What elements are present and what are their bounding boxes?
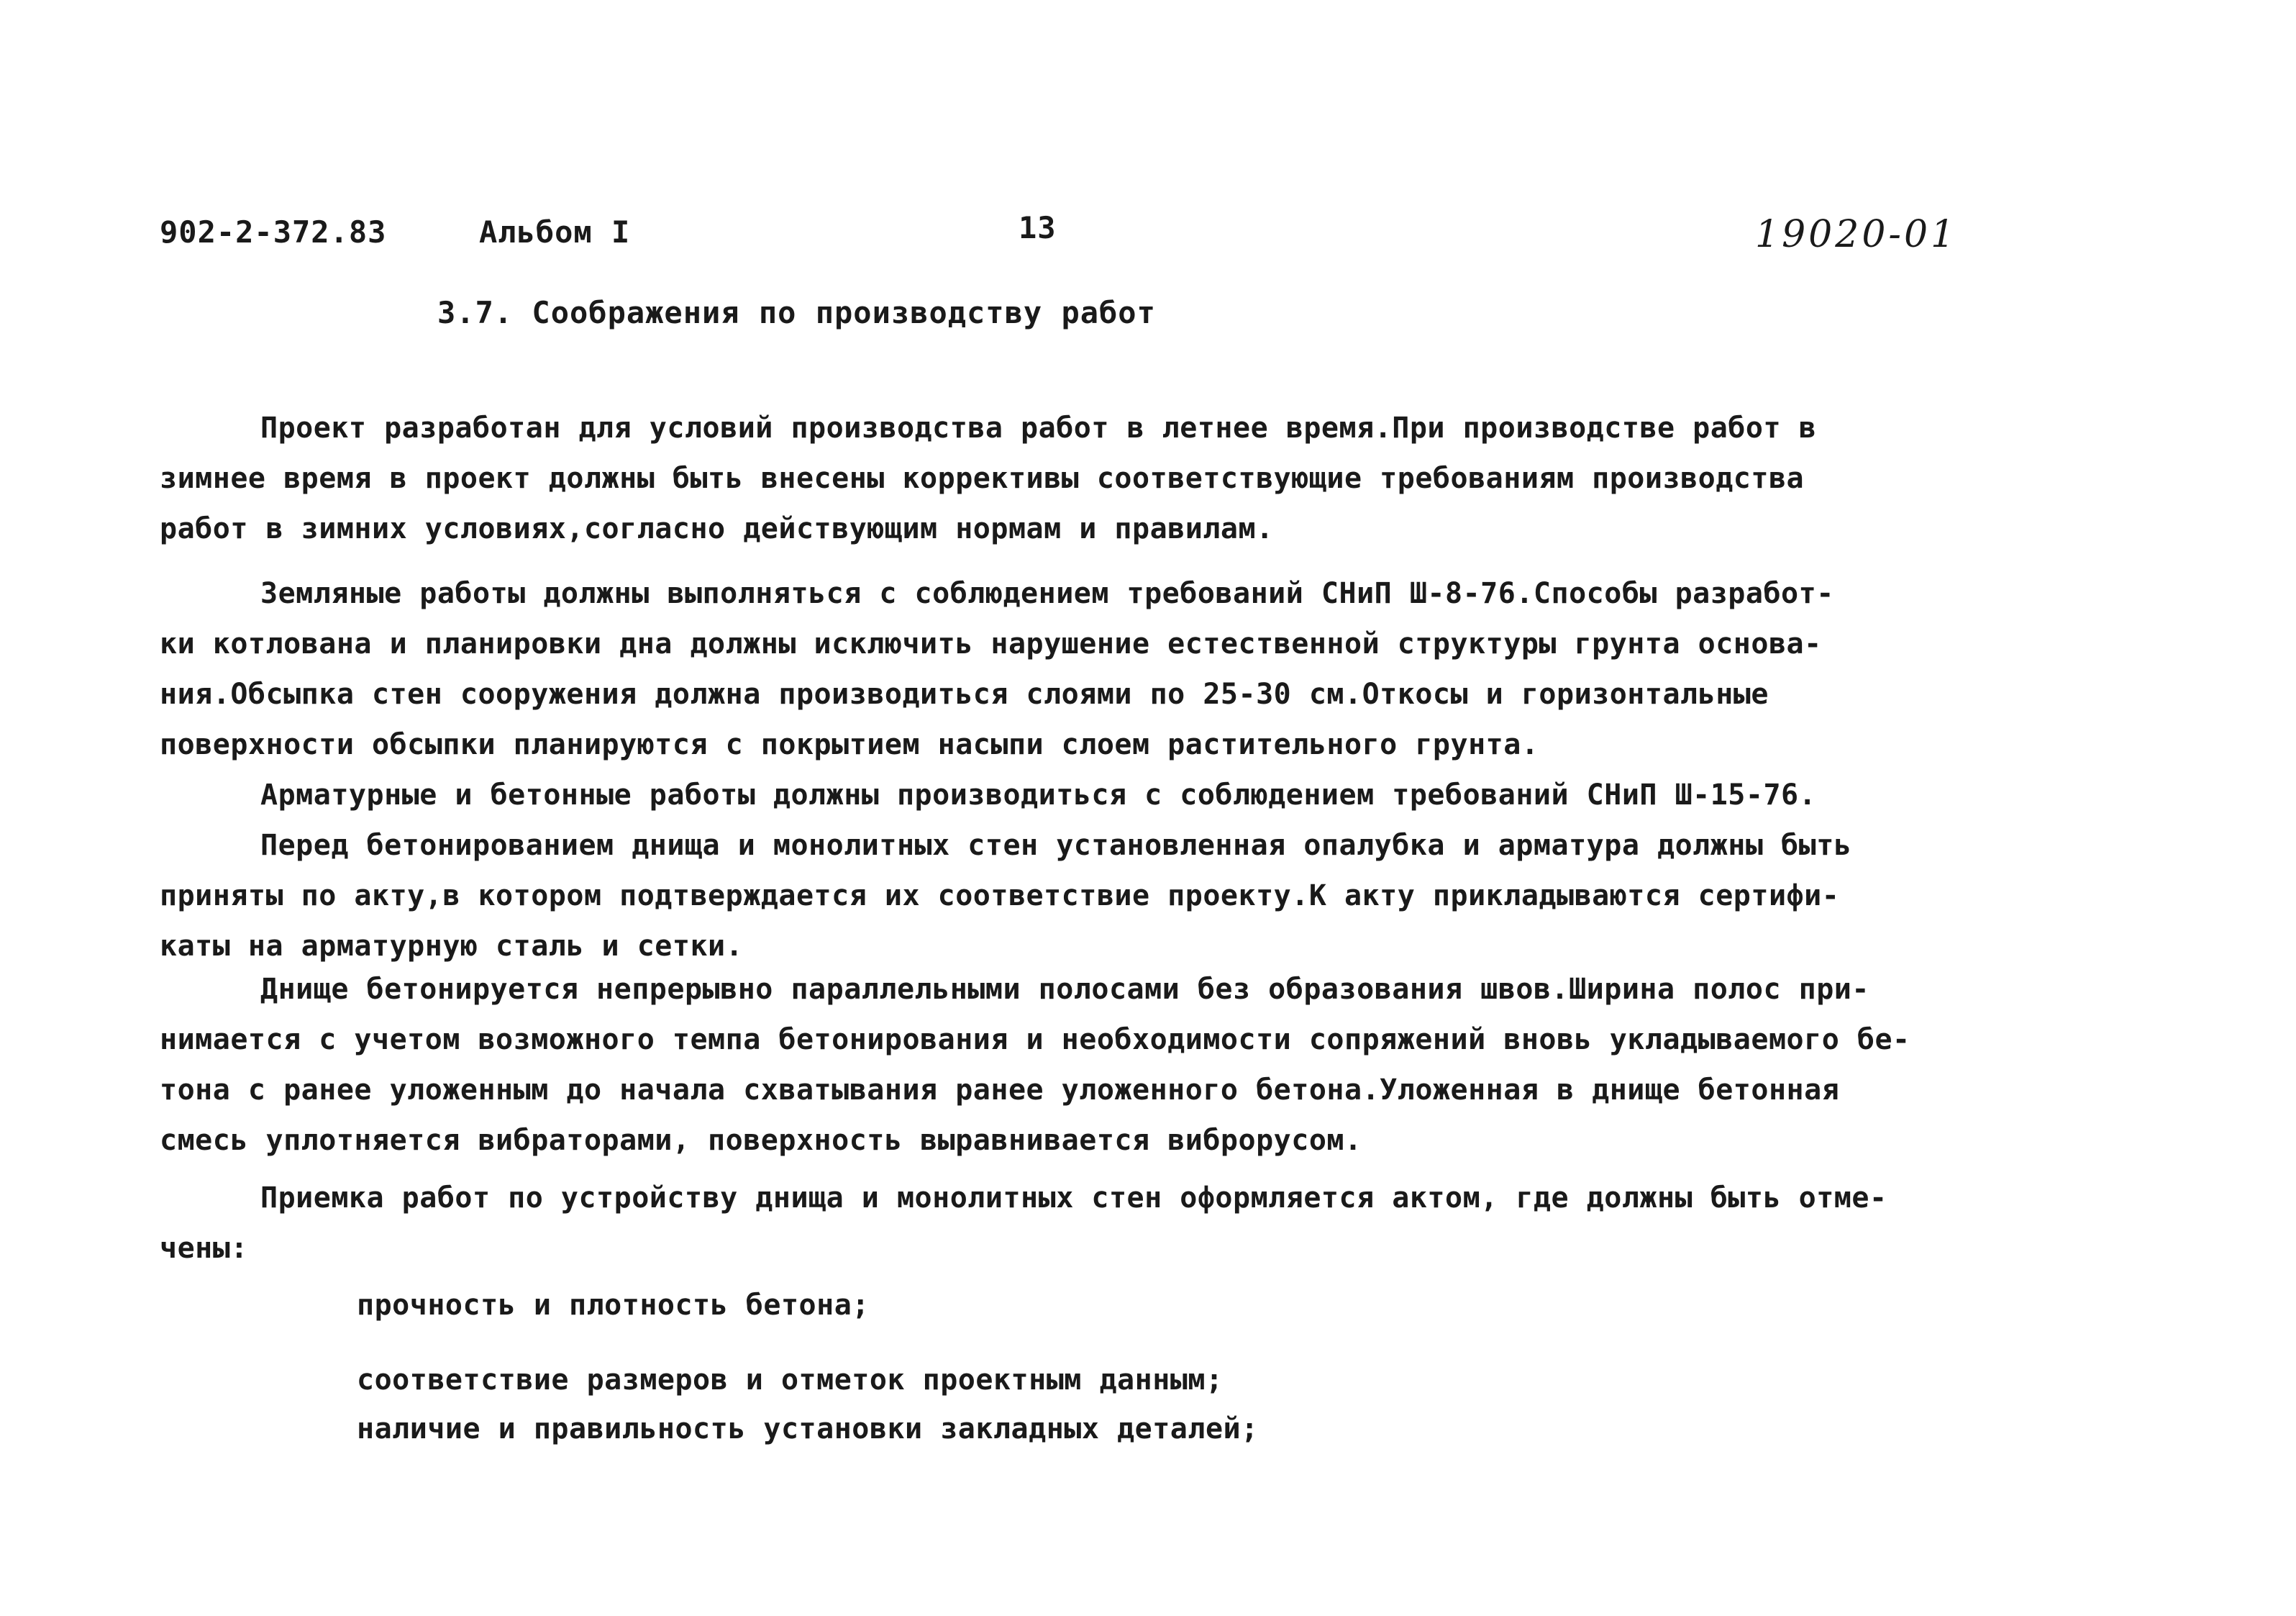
paragraph-earthworks [160, 568, 2102, 770]
paragraph-reinforcement-concrete [160, 770, 2102, 820]
paragraph-line: Проект разработан для условий производства работ в летнее время.При производстве работ в [260, 412, 1817, 445]
album-label: Альбом I [479, 214, 631, 250]
paragraph-line: зимнее время в проект должны быть внесены коррективы соответствующие требованиям производства [160, 462, 1805, 495]
handwritten-number: 19020-01 [1755, 213, 1958, 256]
paragraph-bottom-concreting [160, 964, 2102, 1166]
paragraph-line: чены: [160, 1232, 248, 1265]
paragraph-line: каты на арматурную сталь и сетки. [160, 930, 744, 963]
list-item: наличие и правильность установки закладных деталей; [357, 1412, 1259, 1445]
paragraph-line: Земляные работы должны выполняться с соблюдением требований СНиП Ш-8-76.Способы разработ- [260, 577, 1834, 610]
paragraph-line: нимается с учетом возможного темпа бетонирования и необходимости сопряжений вновь укладываемого бе- [160, 1023, 1910, 1056]
paragraph-line: ния.Обсыпка стен сооружения должна производиться слоями по 25-30 см.Откосы и горизонтальные [160, 678, 1769, 711]
paragraph-line: Арматурные и бетонные работы должны производиться с соблюдением требований СНиП Ш-15-76. [260, 779, 1817, 812]
paragraph-line: смесь уплотняется вибраторами, поверхность выравнивается виброрусом. [160, 1124, 1362, 1157]
paragraph-line: поверхности обсыпки планируются с покрытием насыпи слоем растительного грунта. [160, 728, 1539, 761]
paragraph-line: Днище бетонируется непрерывно параллельными полосами без образования швов.Ширина полос при- [260, 973, 1869, 1006]
list-item: соответствие размеров и отметок проектным данным; [357, 1363, 1224, 1397]
paragraph-line: Перед бетонированием днища и монолитных стен установленная опалубка и арматура должны быть [260, 829, 1852, 862]
paragraph-works-acceptance [160, 1173, 2102, 1274]
paragraph-formwork-acceptance [160, 820, 2102, 971]
paragraph-line: тона с ранее уложенным до начала схватывания ранее уложенного бетона.Уложенная в днище бетонная [160, 1073, 1840, 1107]
paragraph-line: приняты по акту,в котором подтверждается их соответствие проекту.К акту прикладываются сертифи- [160, 879, 1840, 912]
page-number: 13 [1019, 210, 1057, 245]
section-title: 3.7. Соображения по производству работ [437, 295, 1156, 330]
paragraph-line: работ в зимних условиях,согласно действующим нормам и правилам. [160, 512, 1274, 545]
acceptance-list [357, 1281, 1259, 1453]
paragraph-line: ки котлована и планировки дна должны исключить нарушение естественной структуры грунта основа- [160, 627, 1822, 661]
paragraph-summer-conditions [160, 403, 2102, 554]
document-code: 902-2-372.83 [160, 214, 387, 250]
paragraph-line: Приемка работ по устройству днища и монолитных стен оформляется актом, где должны быть отме- [260, 1181, 1887, 1215]
list-item: прочность и плотность бетона; [357, 1289, 870, 1322]
